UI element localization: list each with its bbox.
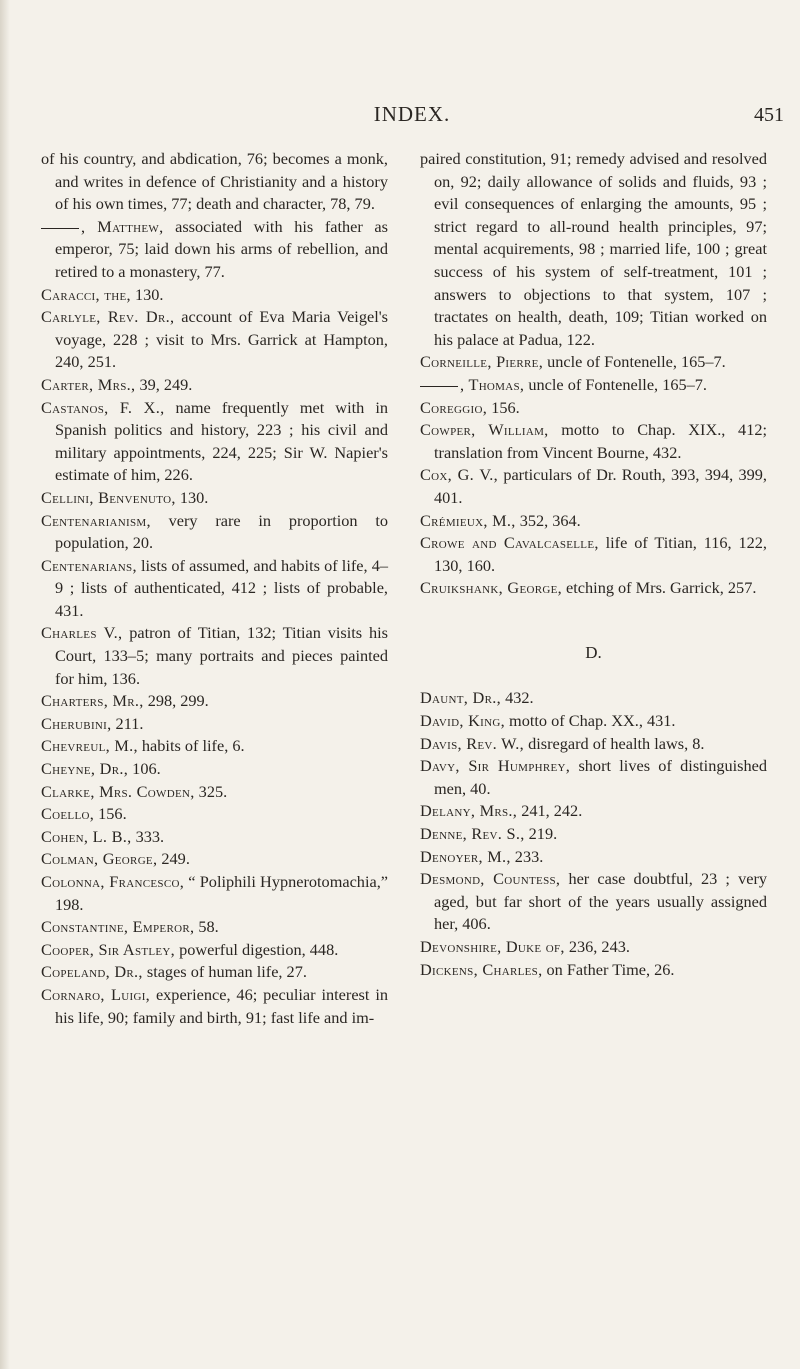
entry-heading: , Matthew, (81, 216, 164, 236)
entry-text: lists of assumed, and habits of life, 4–9 ; lists of authenticated, 412 ; lists of probable, 431. (55, 555, 388, 620)
entry-heading: Colonna, Francesco, (41, 872, 185, 891)
index-entry (41, 555, 388, 623)
entry-heading: , Thomas, (460, 374, 525, 394)
index-entry (41, 803, 388, 826)
index-entry (41, 487, 388, 510)
page-binding-shadow (0, 0, 10, 1369)
entry-text: habits of life, 6. (137, 736, 245, 756)
entry-heading: Centenarians, (41, 555, 137, 575)
entry-heading: Chevreul, M., (41, 736, 138, 756)
index-entry (41, 939, 388, 962)
entry-text: motto of Chap. XX., 431. (504, 711, 676, 731)
entry-text: paired constitution, 91; remedy advised and resolved on, 92; daily allowance of solids and fluids, 93 ; evil consequences of enlarging the amounts, 95 ; strict regard to all-round health principles, 97; mental acquirements, 98 ; married life, 100 ; great success of his system of self-treatment, 101 ; answers to objections to that system, 107 ; tractates on health, death, 109; Titian worked on his palace at Padua, 122. (420, 149, 767, 349)
index-entry (41, 713, 388, 736)
entry-text: “ Poliphili Hypnerotomachia,” 198. (55, 872, 388, 914)
entry-heading: Carlyle, Rev. Dr., (41, 307, 175, 327)
entry-text: life of Titian, 116, 122, 130, 160. (434, 533, 767, 575)
index-entry (41, 148, 388, 216)
index-entry (420, 868, 767, 936)
index-entry (420, 823, 767, 846)
entry-text: 211. (111, 713, 144, 733)
ditto-dash (420, 386, 458, 387)
index-entry (41, 397, 388, 487)
index-entry (420, 755, 767, 800)
index-entry (41, 781, 388, 804)
entry-heading: Cornaro, Luigi, (41, 984, 151, 1004)
entry-text: particulars of Dr. Routh, 393, 394, 399, 401. (434, 465, 768, 507)
index-entry (41, 984, 388, 1029)
index-entry (420, 532, 767, 577)
index-entry (420, 846, 767, 869)
index-entry (41, 961, 388, 984)
entry-heading: Constantine, Emperor, (41, 917, 195, 937)
right-column (420, 148, 767, 981)
entry-text: 130. (175, 487, 209, 507)
index-entry (41, 871, 388, 916)
index-entry (41, 916, 388, 939)
entry-heading: Caracci, the, (41, 284, 131, 304)
entry-text: 333. (131, 826, 165, 846)
entry-text: name frequently met with in Spanish politics and history, 223 ; his civil and military appointments, 224, 225; Sir W. Napier's estimate of him, 226. (55, 397, 388, 485)
entry-text: patron of Titian, 132; Titian visits his Court, 133–5; many portraits and pieces painted for him, 136. (55, 623, 389, 688)
entry-heading: Charles V., (41, 623, 123, 643)
index-entry (420, 800, 767, 823)
entry-text: 241, 242. (517, 801, 583, 821)
entry-heading: Copeland, Dr., (41, 962, 143, 982)
entry-heading: Cox, G. V., (420, 465, 499, 485)
entry-heading: Denoyer, M., (420, 846, 511, 866)
entry-heading: Cherubini, (41, 713, 112, 733)
entry-heading: Daunt, Dr., (420, 688, 501, 708)
section-letter: D. (585, 642, 602, 662)
entry-text: uncle of Fontenelle, 165–7. (524, 374, 707, 394)
entry-heading: Cooper, Sir Astley, (41, 939, 176, 959)
entry-text: experience, 46; peculiar interest in his life, 90; family and birth, 91; fast life and im- (55, 984, 388, 1027)
entry-heading: Coello, (41, 804, 95, 824)
index-entry (41, 848, 388, 871)
entry-text: her case doubtful, 23 ; very aged, but far short of the years usually assigned her, 406. (434, 869, 768, 934)
entry-heading: Cowper, William, (420, 420, 549, 440)
index-entry (420, 148, 767, 351)
entry-text: very rare in proportion to population, 20. (55, 510, 388, 553)
entry-text: 156. (487, 397, 520, 417)
entry-heading: Delany, Mrs., (420, 801, 518, 821)
entry-heading: Centenarianism, (41, 510, 151, 530)
entry-text: 325. (194, 781, 228, 801)
entry-heading: Desmond, Countess, (420, 869, 561, 889)
entry-heading: Crowe and Cavalcaselle, (420, 533, 599, 553)
index-entry (420, 959, 767, 982)
entry-heading: Crémieux, M., (420, 510, 516, 530)
page-title: INDEX. (373, 102, 451, 126)
entry-heading: Cellini, Benvenuto, (41, 487, 176, 507)
index-entry (420, 733, 767, 756)
entry-text: account of Eva Maria Veigel's voyage, 228 ; visit to Mrs. Garrick at Hampton, 240, 251. (55, 307, 388, 372)
entry-heading: Davy, Sir Humphrey, (420, 756, 571, 776)
entry-heading: Cheyne, Dr., (41, 759, 129, 779)
entry-text: short lives of distinguished men, 40. (434, 756, 767, 798)
entry-text: 39, 249. (135, 374, 193, 394)
entry-text: 219. (524, 824, 558, 844)
entry-text: powerful digestion, 448. (175, 939, 339, 959)
index-entry (41, 826, 388, 849)
entry-text: 236, 243. (564, 937, 630, 956)
entry-heading: Charters, Mr., (41, 691, 144, 711)
entry-heading: Cruikshank, George, (420, 578, 562, 598)
index-entry (41, 690, 388, 713)
index-entry (41, 284, 388, 307)
index-entry (41, 622, 388, 690)
entry-heading: Carter, Mrs., (41, 374, 136, 394)
entry-text: uncle of Fontenelle, 165–7. (543, 352, 726, 372)
index-entry (420, 464, 767, 509)
entry-text: on Father Time, 26. (542, 959, 675, 979)
index-entry (420, 419, 767, 464)
ditto-dash (41, 228, 79, 229)
index-entry (420, 351, 767, 374)
entry-text: 130. (130, 284, 164, 304)
entry-heading: David, King, (420, 711, 505, 731)
entry-text: of his country, and abdication, 76; becomes a monk, and writes in defence of Christianity and a history of his own times, 77; death and character, 78, 79. (41, 149, 388, 214)
entry-text: stages of human life, 27. (142, 962, 307, 982)
index-entry (420, 510, 767, 533)
index-entry (41, 510, 388, 555)
entry-text: 233. (510, 846, 544, 866)
index-entry (41, 758, 388, 781)
entry-text: 156. (94, 804, 127, 824)
page-number: 451 (754, 104, 784, 126)
index-entry (41, 374, 388, 397)
index-entry (420, 374, 767, 397)
entry-heading: Devonshire, Duke of, (420, 937, 565, 956)
entry-text: 298, 299. (143, 691, 209, 711)
entry-text: 58. (194, 917, 219, 937)
entry-text: 106. (128, 759, 161, 779)
entry-heading: Clarke, Mrs. Cowden, (41, 781, 195, 801)
index-entry (41, 216, 388, 284)
entry-text: 432. (501, 688, 534, 708)
entry-heading: Dickens, Charles, (420, 959, 543, 979)
entry-text: disregard of health laws, 8. (524, 733, 705, 753)
left-column (41, 148, 388, 1029)
entry-heading: Corneille, Pierre, (420, 352, 544, 372)
entry-text: associated with his father as emperor, 75; laid down his arms of rebellion, and retired to a monastery, 77. (55, 216, 388, 281)
entry-text: 352, 364. (515, 510, 581, 530)
index-entry (41, 306, 388, 374)
index-entry (420, 687, 767, 710)
entry-heading: Denne, Rev. S., (420, 824, 525, 844)
page-header (40, 102, 784, 132)
index-entry (41, 735, 388, 758)
index-entry (420, 397, 767, 420)
entry-text: 249. (157, 849, 190, 869)
entry-heading: Colman, George, (41, 849, 158, 869)
index-entry (420, 936, 767, 959)
entry-text: motto to Chap. XIX., 412; translation from Vincent Bourne, 432. (434, 420, 767, 462)
entry-heading: Cohen, L. B., (41, 826, 132, 846)
entry-heading: Coreggio, (420, 397, 488, 417)
index-entry (420, 577, 767, 600)
index-entry (420, 710, 767, 733)
entry-heading: Castanos, F. X., (41, 397, 165, 417)
entry-text: etching of Mrs. Garrick, 257. (561, 578, 757, 598)
entry-heading: Davis, Rev. W., (420, 733, 525, 753)
